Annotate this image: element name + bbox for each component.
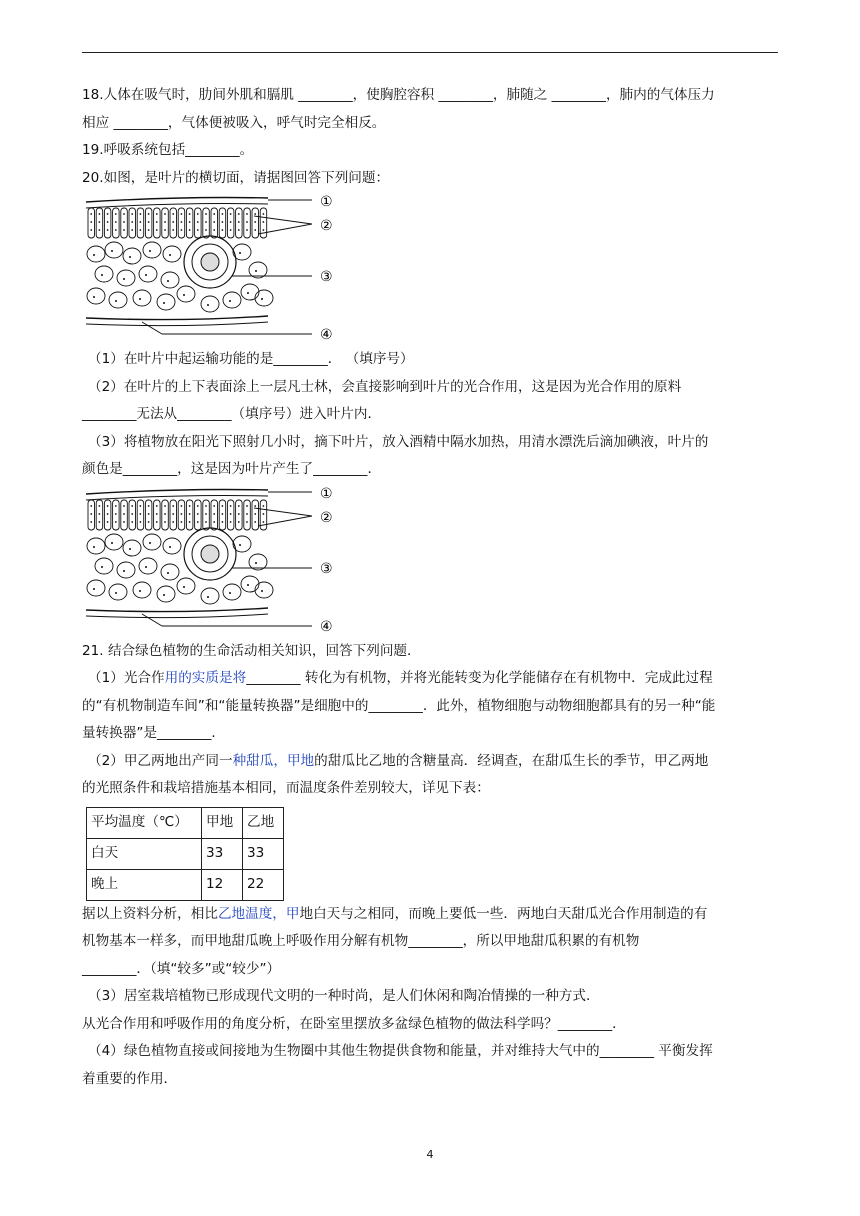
q20-sub1: （1）在叶片中起运输功能的是________． （填序号） bbox=[88, 351, 414, 367]
figure1-label-1: ① bbox=[320, 194, 333, 210]
q21-s2-after-b: 地白天与之相同，而晚上要低一些．两地白天甜瓜光合作用制造的有 bbox=[299, 905, 708, 922]
temperature-table bbox=[86, 807, 284, 901]
q21-s4-line1: （4）绿色植物直接或间接地为生物圈中其他生物提供食物和能量，并对维持大气中的________ 平衡发挥 bbox=[88, 1043, 713, 1059]
q21-s1-line2: 的“有机物制造车间”和“能量转换器”是细胞中的________．此外，植物细胞与动物细胞都具有的另一种“能 bbox=[82, 697, 716, 714]
q21-s2-line2: 的光照条件和栽培措施基本相同，而温度条件差别较大，详见下表： bbox=[82, 780, 490, 796]
q20-sub2-line1: （2）在叶片的上下表面涂上一层凡士林，会直接影响到叶片的光合作用，这是因为光合作用的原料 bbox=[88, 378, 682, 395]
figure2-label-3: ③ bbox=[320, 560, 333, 577]
page-number: 4 bbox=[426, 1148, 434, 1161]
header-rule bbox=[82, 52, 778, 53]
q20-sub3-line2: 颜色是________，这是因为叶片产生了________． bbox=[82, 461, 382, 477]
q18-line1: 18.人体在吸气时，肋间外肌和膈肌 ________，使胸腔容积 ________，肺随之 ________，肺内的气体压力 bbox=[82, 87, 715, 103]
figure2-label-2: ② bbox=[320, 509, 333, 526]
q18-line2: 相应 ________，气体便被吸入，呼气时完全相反。 bbox=[82, 114, 386, 131]
q21-s2-blue: 种甜瓜，甲地 bbox=[232, 752, 315, 769]
leaf-cross-section-figure-2 bbox=[82, 486, 352, 636]
leaf-cross-section-figure-1 bbox=[82, 194, 352, 344]
table-header-row bbox=[87, 807, 284, 838]
figure1-label-2: ② bbox=[320, 218, 333, 234]
q20-stem: 20.如图，是叶片的横切面，请据图回答下列问题： bbox=[82, 169, 390, 186]
q21-s1-a: （1）光合作 bbox=[88, 670, 165, 686]
figure1-label-4: ④ bbox=[320, 327, 333, 343]
q21-s1-b: ________ 转化为有机物，并将光能转变为化学能储存在有机物中．完成此过程 bbox=[246, 670, 713, 686]
q20-sub2-line2: ________无法从________（填序号）进入叶片内． bbox=[82, 406, 382, 422]
q21-s1-line3: 量转换器”是________． bbox=[82, 725, 225, 741]
q21-s3-line1: （3）居室栽培植物已形成现代文明的一种时尚，是人们休闲和陶冶情操的一种方式． bbox=[88, 988, 600, 1004]
q21-s2-a: （2）甲乙两地出产同一 bbox=[88, 752, 233, 769]
table-row bbox=[87, 838, 284, 869]
page-content bbox=[82, 82, 778, 1093]
q21-s2-after-line3: ________．（填“较多”或“较少”） bbox=[82, 960, 281, 977]
table-cell: 白天 bbox=[87, 838, 202, 869]
q21-s2-after-line1 bbox=[82, 901, 778, 929]
q21-s2-after-blue: 乙地温度，甲 bbox=[217, 905, 300, 922]
q21-s1-blue: 用的实质是将 bbox=[164, 670, 247, 686]
figure1-label-3: ③ bbox=[320, 269, 333, 285]
q21-s1-line1 bbox=[82, 665, 778, 693]
table-header-cell: 乙地 bbox=[243, 807, 284, 838]
table-cell: 33 bbox=[202, 838, 243, 869]
figure2-label-1: ① bbox=[320, 485, 333, 502]
q19: 19.呼吸系统包括________。 bbox=[82, 142, 254, 158]
table-header-cell: 甲地 bbox=[202, 807, 243, 838]
table-header-cell: 平均温度（℃） bbox=[87, 807, 202, 838]
q21-s2-b: 的甜瓜比乙地的含糖量高．经调查，在甜瓜生长的季节，甲乙两地 bbox=[314, 752, 709, 769]
table-cell: 12 bbox=[202, 869, 243, 900]
table-cell: 晚上 bbox=[87, 869, 202, 900]
table-cell: 33 bbox=[243, 838, 284, 869]
q21-s4-line2: 着重要的作用． bbox=[82, 1070, 178, 1087]
q21-stem: 21. 结合绿色植物的生命活动相关知识，回答下列问题． bbox=[82, 642, 421, 659]
figure2-label-4: ④ bbox=[320, 618, 333, 635]
q21-s2-line1 bbox=[82, 748, 778, 776]
table-cell: 22 bbox=[243, 869, 284, 900]
table-row bbox=[87, 869, 284, 900]
q21-s2-after-a: 据以上资料分析，相比 bbox=[82, 905, 218, 922]
q20-sub3-line1: （3）将植物放在阳光下照射几小时，摘下叶片，放入酒精中隔水加热，用清水漂洗后滴加碘液，叶片的 bbox=[88, 433, 709, 450]
q21-s3-line2: 从光合作用和呼吸作用的角度分析，在卧室里摆放多盆绿色植物的做法科学吗？________． bbox=[82, 1015, 626, 1032]
q21-s2-after-line2: 机物基本一样多，而甲地甜瓜晚上呼吸作用分解有机物________，所以甲地甜瓜积累的有机物 bbox=[82, 933, 640, 949]
